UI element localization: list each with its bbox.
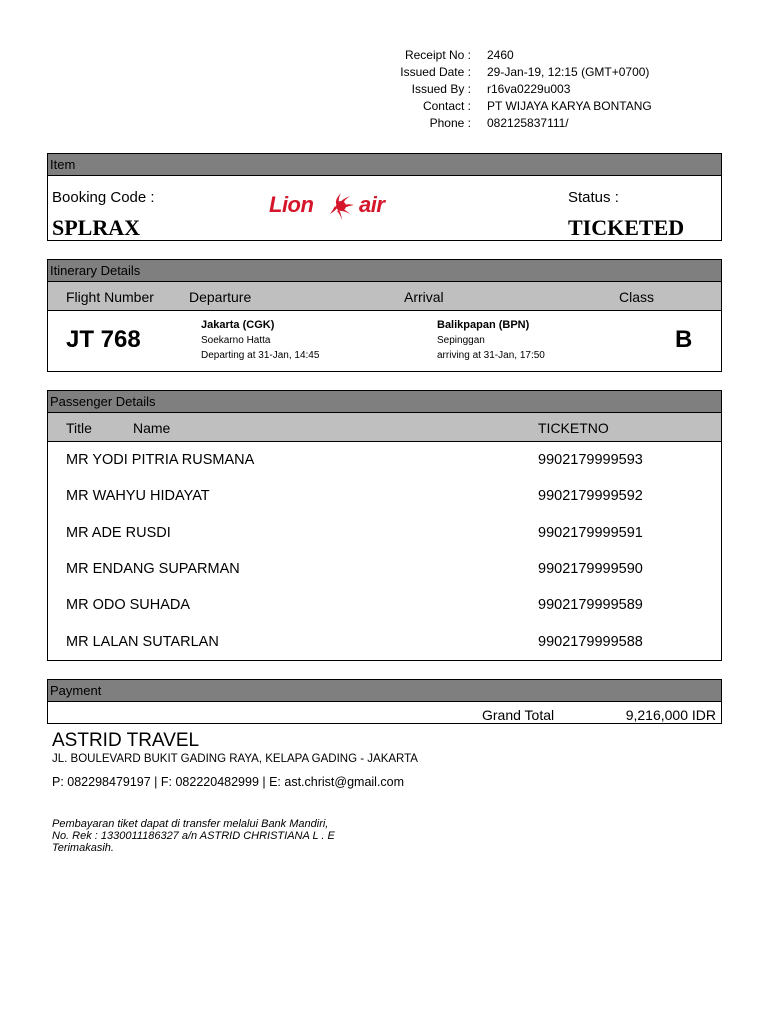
passenger-name: MR YODI PITRIA RUSMANA (66, 452, 255, 468)
passenger-ticket: 9902179999592 (538, 488, 643, 504)
item-header: Item (50, 157, 76, 172)
itinerary-header-bar (48, 260, 721, 282)
passenger-name: MR ODO SUHADA (66, 597, 191, 613)
lion-emblem-icon (325, 191, 357, 221)
grand-total-value: 9,216,000 IDR (625, 707, 716, 723)
receipt-no-value: 2460 (487, 48, 514, 62)
item-header-bar (48, 154, 721, 176)
passenger-header-bar (48, 391, 721, 413)
col-title: Title (66, 420, 92, 436)
payment-note-line: Pembayaran tiket dapat di transfer melalui Bank Mandiri, (52, 818, 329, 830)
payment-note (52, 818, 335, 854)
booking-class: B (675, 326, 693, 353)
arrival-airport: Sepinggan (437, 335, 485, 346)
contact-label: Contact : (422, 99, 471, 113)
passenger-ticket: 9902179999588 (538, 634, 643, 650)
passenger-section (47, 390, 722, 661)
passenger-name: MR WAHYU HIDAYAT (66, 488, 210, 504)
payment-header: Payment (50, 683, 102, 698)
booking-code-label: Booking Code : (52, 189, 155, 206)
col-arrival: Arrival (404, 289, 444, 305)
departure-airport: Soekarno Hatta (201, 335, 271, 346)
passenger-ticket: 9902179999589 (538, 597, 643, 613)
status-label: Status : (568, 189, 619, 206)
payment-section (47, 679, 722, 724)
status-value: TICKETED (568, 215, 685, 240)
booking-code: SPLRAX (52, 215, 141, 240)
passenger-name: MR ADE RUSDI (66, 525, 171, 541)
passenger-name: MR LALAN SUTARLAN (66, 634, 219, 650)
col-name: Name (133, 420, 171, 436)
issued-date-label: Issued Date : (400, 65, 471, 79)
issued-date-value: 29-Jan-19, 12:15 (GMT+0700) (487, 65, 650, 79)
contact-value: PT WIJAYA KARYA BONTANG (487, 99, 652, 113)
passenger-ticket: 9902179999590 (538, 561, 643, 577)
logo-word-lion: Lion (269, 192, 314, 217)
arrival-time: arriving at 31-Jan, 17:50 (437, 350, 545, 361)
passenger-ticket: 9902179999593 (538, 452, 643, 468)
itinerary-header: Itinerary Details (50, 263, 141, 278)
col-ticketno: TICKETNO (538, 420, 609, 436)
arrival-city: Balikpapan (BPN) (437, 319, 530, 331)
agency-name: ASTRID TRAVEL (52, 730, 200, 751)
payment-header-bar (48, 680, 721, 702)
passenger-columns (48, 413, 721, 442)
passenger-name: MR ENDANG SUPARMAN (66, 561, 240, 577)
issued-by-value: r16va0229u003 (487, 82, 571, 96)
itinerary-section (47, 259, 722, 372)
flight-number: JT 768 (66, 326, 141, 353)
payment-note-line: No. Rek : 1330011186327 a/n ASTRID CHRISTIANA L . E (52, 830, 335, 842)
grand-total-label: Grand Total (482, 707, 555, 723)
passenger-header: Passenger Details (50, 394, 156, 409)
phone-value: 082125837111/ (487, 116, 569, 130)
col-departure: Departure (189, 289, 252, 305)
receipt-no-label: Receipt No : (404, 48, 471, 62)
logo-word-air: air (359, 192, 385, 217)
agency-contacts: P: 082298479197 | F: 082220482999 | E: ast.christ@gmail.com (52, 775, 405, 789)
departure-time: Departing at 31-Jan, 14:45 (201, 350, 320, 361)
departure-city: Jakarta (CGK) (201, 319, 275, 331)
issued-by-label: Issued By : (411, 82, 471, 96)
passenger-ticket: 9902179999591 (538, 525, 643, 541)
itinerary-columns (48, 282, 721, 311)
agency-address: JL. BOULEVARD BUKIT GADING RAYA, KELAPA GADING - JAKARTA (52, 753, 418, 765)
payment-note-line: Terimakasih. (52, 842, 114, 854)
col-flight-number: Flight Number (66, 289, 154, 305)
lion-air-logo (269, 190, 399, 222)
phone-label: Phone : (429, 116, 471, 130)
col-class: Class (619, 289, 655, 305)
